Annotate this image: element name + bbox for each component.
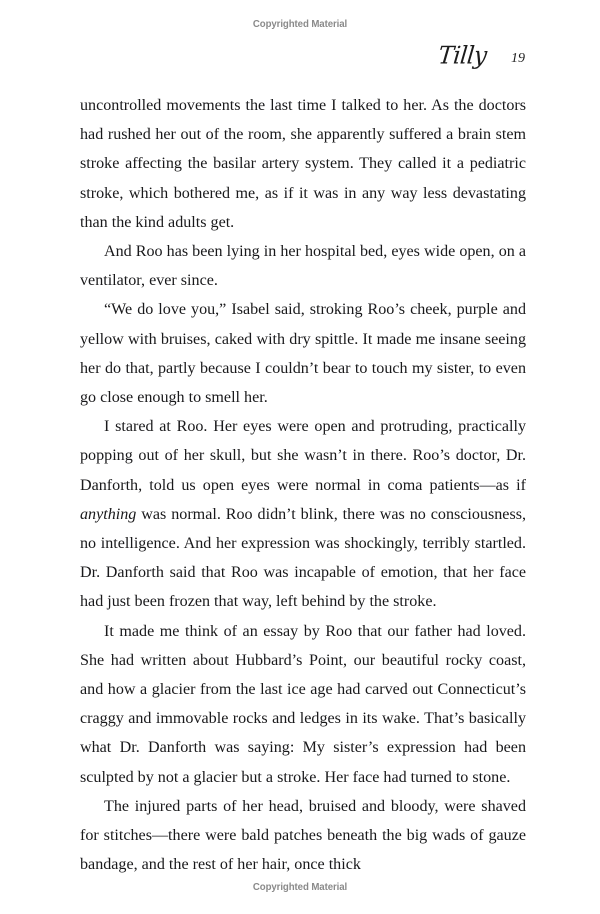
copyright-watermark-bottom: Copyrighted Material [252, 881, 348, 893]
body-text: uncontrolled movements the last time I talked to her. As the doctors had rushed her out of the room, she apparently suffered a brain stem stroke affecting the basilar artery system. They called it a pediatric stroke, which bothered me, as if it was in any way less devastating than the kind adults get. [80, 97, 526, 231]
running-head [80, 44, 525, 78]
body-paragraph [80, 237, 526, 295]
body-text: And Roo has been lying in her hospital bed, eyes wide open, on a ventilator, ever since. [80, 243, 526, 290]
body-paragraph [80, 295, 526, 412]
body-text: It made me think of an essay by Roo that our father had loved. She had written about Hubbard’s Point, our beautiful rocky coast, and how a glacier from the last ice age had carved out Connecticut’s craggy and immovable rocks and ledges in its wake. That’s basically what Dr. Danforth was saying: My sister’s expression had been sculpted by not a glacier but a stroke. Her face had turned to stone. [80, 622, 526, 786]
body-text: “We do love you,” Isabel said, stroking Roo’s cheek, purple and yellow with bruises, caked with dry spittle. It made me insane seeing her do that, partly because I couldn’t bear to touch my sister, to even go close enough to smell her. [80, 301, 526, 407]
emphasis-text: anything [80, 505, 137, 523]
book-title: Tilly [437, 42, 488, 70]
page-number: 19 [511, 51, 525, 66]
copyright-watermark-top: Copyrighted Material [252, 18, 348, 30]
body-text: I stared at Roo. Her eyes were open and protruding, practically popping out of her skull, but she wasn’t in there. Roo’s doctor, Dr. Danforth, told us open eyes were normal in coma patients—as if [80, 418, 526, 494]
body-paragraph [80, 91, 526, 237]
body-paragraph [80, 617, 526, 792]
body-paragraph [80, 412, 526, 616]
body-text: was normal. Roo didn’t blink, there was no consciousness, no intelligence. And her expression was shockingly, terribly startled. Dr. Danforth said that Roo was incapable of emotion, that her face had just been frozen that way, left behind by the stroke. [80, 505, 526, 611]
body-paragraph [80, 792, 526, 880]
body-text-column [80, 91, 526, 879]
body-text: The injured parts of her head, bruised and bloody, were shaved for stitches—there were bald patches beneath the big wads of gauze bandage, and the rest of her hair, once thick [80, 797, 526, 874]
